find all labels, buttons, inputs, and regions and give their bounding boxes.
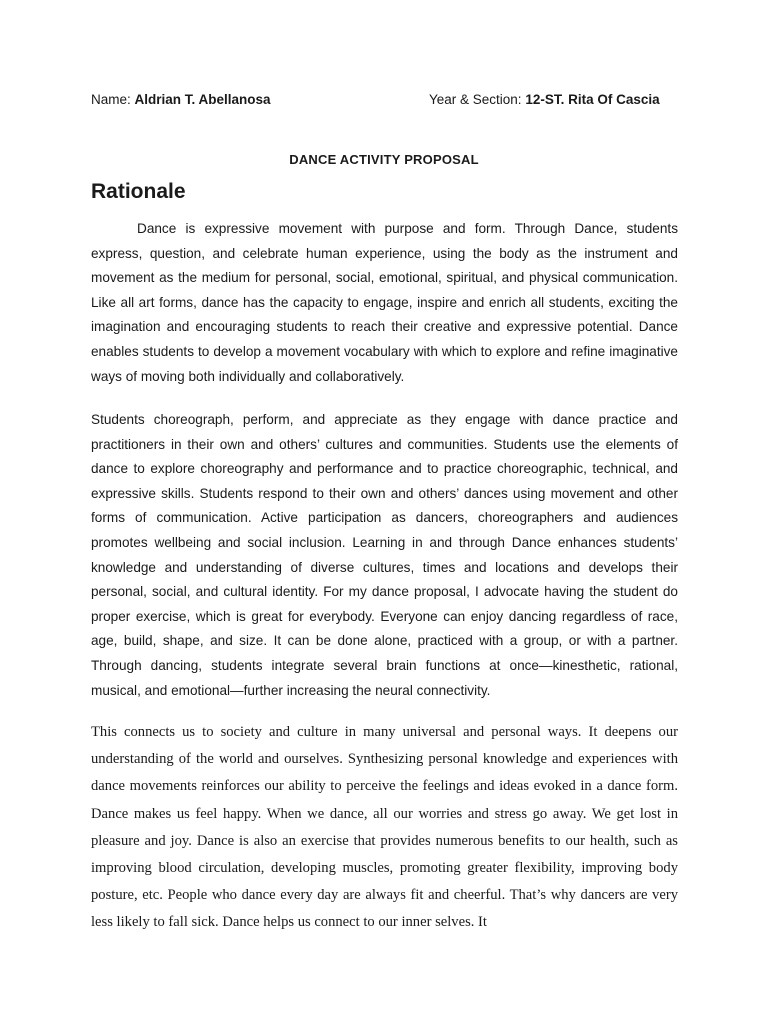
document-title: DANCE ACTIVITY PROPOSAL bbox=[289, 152, 479, 167]
paragraph-2: Students choreograph, perform, and appreciate as they engage with dance practice and practitioners in their own and others’ cultures and communities. Students use the elements of dance to explore choreography and performance and to practice choreographic, technical, and expressive skills. Students respond to their own and others’ dances using movement and other forms of communication. Active participation as dancers, choreographers and audiences promotes wellbeing and social inclusion. Learning in and through Dance enhances students’ knowledge and understanding of diverse cultures, times and locations and develops their personal, social, and cultural identity. For my dance proposal, I advocate having the student do proper exercise, which is great for everybody. Everyone can enjoy dancing regardless of race, age, build, shape, and size. It can be done alone, practiced with a group, or with a partner. Through dancing, students integrate several brain functions at once—kinesthetic, rational, musical, and emotional—further increasing the neural connectivity. bbox=[91, 412, 678, 698]
name-field bbox=[91, 92, 271, 107]
section-heading: Rationale bbox=[91, 180, 186, 203]
year-section-label: Year & Section: bbox=[429, 92, 522, 107]
paragraph-1: Dance is expressive movement with purpose and form. Through Dance, students express, question, and celebrate human experience, using the body as the instrument and movement as the medium for personal, social, emotional, spiritual, and physical communication. Like all art forms, dance has the capacity to engage, inspire and enrich all students, exciting the imagination and encouraging students to reach their creative and expressive potential. Dance enables students to develop a movement vocabulary with which to explore and refine imaginative ways of moving both individually and collaboratively. bbox=[91, 221, 678, 384]
name-value: Aldrian T. Abellanosa bbox=[134, 92, 271, 107]
paragraph-3: This connects us to society and culture in many universal and personal ways. It deepens our understanding of the world and ourselves. Synthesizing personal knowledge and experiences with dance movements reinforces our ability to perceive the feelings and ideas evoked in a dance form. Dance makes us feel happy. When we dance, all our worries and stress go away. We get lost in pleasure and joy. Dance is also an exercise that provides numerous benefits to our health, such as improving blood circulation, developing muscles, promoting greater flexibility, improving body posture, etc. People who dance every day are always fit and cheerful. That’s why dancers are very less likely to fall sick. Dance helps us connect to our inner selves. It bbox=[91, 724, 678, 931]
name-label: Name: bbox=[91, 92, 131, 107]
student-info-header bbox=[91, 92, 691, 112]
year-section-value: 12-ST. Rita Of Cascia bbox=[525, 92, 660, 107]
year-section-field bbox=[429, 92, 660, 107]
